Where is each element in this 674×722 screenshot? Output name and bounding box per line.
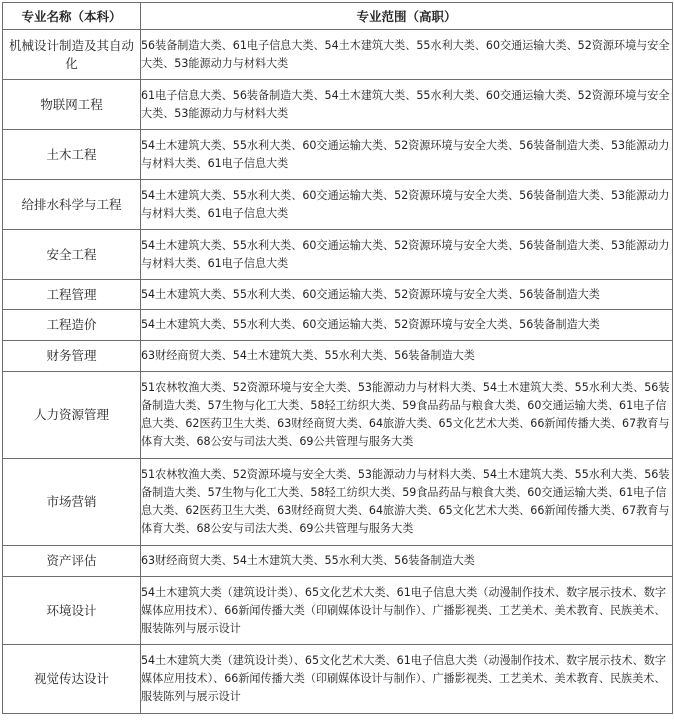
table-row [3,280,673,310]
table-row [3,80,673,130]
major-name: 给排水科学与工程 [3,180,141,230]
table-row [3,310,673,341]
scope-text: 63财经商贸大类、54土木建筑大类、55水利大类、56装备制造大类 [141,341,673,372]
table-row [3,180,673,230]
scope-text: 54土木建筑大类、55水利大类、60交通运输大类、52资源环境与安全大类、56装备制造大类、53能源动力与材料大类、61电子信息大类 [141,130,673,180]
scope-text: 54土木建筑大类、55水利大类、60交通运输大类、52资源环境与安全大类、56装备制造大类 [141,280,673,310]
scope-text: 54土木建筑大类、55水利大类、60交通运输大类、52资源环境与安全大类、56装备制造大类 [141,310,673,341]
major-name: 资产评估 [3,546,141,577]
scope-text: 56装备制造大类、61电子信息大类、54土木建筑大类、55水利大类、60交通运输大类、52资源环境与安全大类、53能源动力与材料大类 [141,30,673,80]
table-row [3,341,673,372]
table-row [3,546,673,577]
scope-text: 61电子信息大类、56装备制造大类、54土木建筑大类、55水利大类、60交通运输大类、52资源环境与安全大类、53能源动力与材料大类 [141,80,673,130]
table-row [3,459,673,546]
table-row [3,577,673,645]
major-name: 人力资源管理 [3,372,141,459]
major-name: 工程管理 [3,280,141,310]
table-row [3,230,673,280]
scope-text: 54土木建筑大类、55水利大类、60交通运输大类、52资源环境与安全大类、56装备制造大类、53能源动力与材料大类、61电子信息大类 [141,180,673,230]
major-name: 机械设计制造及其自动化 [3,30,141,80]
scope-text: 51农林牧渔大类、52资源环境与安全大类、53能源动力与材料大类、54土木建筑大类、55水利大类、56装备制造大类、57生物与化工大类、58轻工纺织大类、59食品药品与粮食大类、60交通运输大类、61电子信息大类、62医药卫生大类、63财经商贸大类、64旅游大类、65文化艺术大类、66新闻传播大类、67教育与体育大类、68公安与司法大类、69公共管理与服务大类 [141,459,673,546]
scope-text: 54土木建筑大类、55水利大类、60交通运输大类、52资源环境与安全大类、56装备制造大类、53能源动力与材料大类、61电子信息大类 [141,230,673,280]
major-name: 市场营销 [3,459,141,546]
header-row [3,3,673,30]
major-name: 安全工程 [3,230,141,280]
header-major: 专业名称（本科） [3,3,141,30]
major-name: 视觉传达设计 [3,645,141,714]
scope-text: 63财经商贸大类、54土木建筑大类、55水利大类、56装备制造大类 [141,546,673,577]
table-row [3,372,673,459]
scope-text: 51农林牧渔大类、52资源环境与安全大类、53能源动力与材料大类、54土木建筑大类、55水利大类、56装备制造大类、57生物与化工大类、58轻工纺织大类、59食品药品与粮食大类、60交通运输大类、61电子信息大类、62医药卫生大类、63财经商贸大类、64旅游大类、65文化艺术大类、66新闻传播大类、67教育与体育大类、68公安与司法大类、69公共管理与服务大类 [141,372,673,459]
major-name: 环境设计 [3,577,141,645]
major-name: 土木工程 [3,130,141,180]
table-row [3,130,673,180]
scope-text: 54土木建筑大类（建筑设计类）、65文化艺术大类、61电子信息大类（动漫制作技术、数字展示技术、数字媒体应用技术）、66新闻传播大类（印刷媒体设计与制作）、广播影视类、工艺美术、美术教育、民族美术、服装陈列与展示设计 [141,577,673,645]
table-row [3,30,673,80]
major-name: 财务管理 [3,341,141,372]
scope-text: 54土木建筑大类（建筑设计类）、65文化艺术大类、61电子信息大类（动漫制作技术、数字展示技术、数字媒体应用技术）、66新闻传播大类（印刷媒体设计与制作）、广播影视类、工艺美术、美术教育、民族美术、服装陈列与展示设计 [141,645,673,714]
major-scope-table [2,2,673,714]
header-scope: 专业范围（高职） [141,3,673,30]
major-name: 物联网工程 [3,80,141,130]
table-row [3,645,673,714]
major-name: 工程造价 [3,310,141,341]
